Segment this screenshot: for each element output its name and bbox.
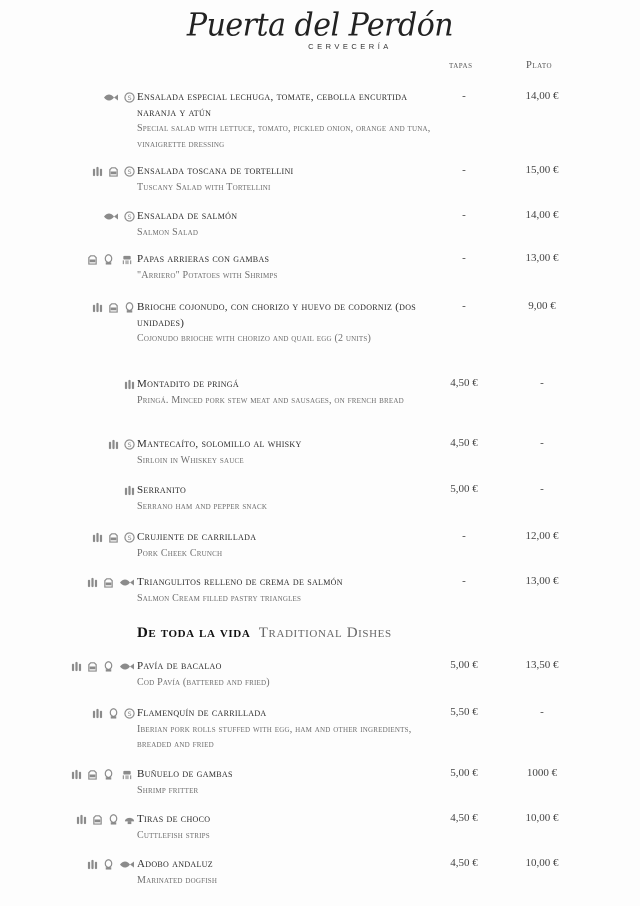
allergen-icons (92, 300, 135, 314)
gluten-icon (92, 166, 103, 177)
egg-icon (124, 302, 135, 313)
price-tapas: 5,50 € (450, 706, 478, 718)
sulphite-icon (124, 166, 135, 177)
price-plato: 13,50 € (525, 659, 559, 671)
allergen-icons (92, 530, 135, 544)
allergen-icons (76, 812, 135, 826)
item-description: Cuttlefish strips (137, 829, 210, 841)
price-plato: 13,00 € (525, 252, 559, 264)
price-tapas: - (462, 164, 466, 176)
mollusc-icon (124, 814, 135, 825)
allergen-icons (103, 209, 135, 223)
gluten-icon (108, 439, 119, 450)
allergen-icons (124, 483, 135, 497)
sulphite-icon (124, 439, 135, 450)
price-tapas: 4,50 € (450, 437, 478, 449)
sulphite-icon (124, 211, 135, 222)
egg-icon (103, 859, 114, 870)
price-tapas: - (462, 575, 466, 587)
item-name: Montadito de pringá (137, 378, 239, 390)
allergen-icons (71, 659, 135, 673)
item-name: Ensalada toscana de tortellini (137, 165, 294, 177)
sulphite-icon (124, 92, 135, 103)
crustacean-icon (119, 769, 135, 780)
item-name: Brioche cojonudo, con chorizo y huevo de codorniz (dos unidades) (137, 301, 417, 329)
price-tapas: - (462, 209, 466, 221)
item-description: Iberian pork rolls stuffed with egg, ham and other ingredients, breaded and fried (137, 723, 412, 750)
dairy-icon (108, 302, 119, 313)
dairy-icon (92, 814, 103, 825)
item-name: Adobo andaluz (137, 858, 213, 870)
price-tapas: - (462, 252, 466, 264)
fish-icon (119, 859, 135, 870)
price-plato: 14,00 € (525, 90, 559, 102)
price-tapas: - (462, 530, 466, 542)
price-tapas: 4,50 € (450, 812, 478, 824)
gluten-icon (87, 859, 98, 870)
brand-name: Puerta del Perdón (186, 7, 454, 44)
price-tapas: 5,00 € (450, 483, 478, 495)
allergen-icons (103, 90, 135, 104)
price-tapas: 5,00 € (450, 767, 478, 779)
item-description: Sirloin in Whiskey sauce (137, 454, 244, 466)
allergen-icons (92, 706, 135, 720)
gluten-icon (92, 708, 103, 719)
item-description: Special salad with lettuce, tomato, pickled onion, orange and tuna, vinaigrette dressing (137, 123, 431, 150)
item-name: Mantecaíto, solomillo al whisky (137, 438, 302, 450)
fish-icon (103, 92, 119, 103)
egg-icon (108, 814, 119, 825)
item-description: Cod Pavía (battered and fried) (137, 676, 270, 688)
svg-text:S: S (127, 167, 132, 176)
item-description: "Arriero" Potatoes with Shrimps (137, 269, 278, 281)
price-plato: 12,00 € (525, 530, 559, 542)
gluten-icon (71, 661, 82, 672)
egg-icon (103, 254, 114, 265)
price-plato: 10,00 € (525, 857, 559, 869)
price-plato: - (540, 483, 544, 495)
price-tapas: - (462, 90, 466, 102)
dairy-icon (87, 769, 98, 780)
price-tapas: 5,00 € (450, 659, 478, 671)
allergen-icons (87, 575, 135, 589)
item-description: Tuscany Salad with Tortellini (137, 181, 271, 193)
dairy-icon (87, 254, 98, 265)
price-plato: - (540, 377, 544, 389)
price-plato: 9,00 € (528, 300, 556, 312)
item-name: Buñuelo de gambas (137, 768, 233, 780)
fish-icon (103, 211, 119, 222)
fish-icon (119, 577, 135, 588)
allergen-icons (108, 437, 135, 451)
item-description: Pringá. Minced pork stew meat and sausages, on french bread (137, 394, 404, 406)
item-description: Pork Cheek Crunch (137, 547, 223, 559)
section-title-en: Traditional Dishes (258, 625, 392, 641)
svg-text:S: S (127, 93, 132, 102)
price-tapas: - (462, 300, 466, 312)
egg-icon (103, 661, 114, 672)
item-name: Ensalada de salmón (137, 210, 238, 222)
gluten-icon (71, 769, 82, 780)
price-plato: 14,00 € (525, 209, 559, 221)
price-plato: 13,00 € (525, 575, 559, 587)
price-plato: 15,00 € (525, 164, 559, 176)
allergen-icons (124, 377, 135, 391)
item-description: Marinated dogfish (137, 874, 218, 886)
price-tapas: 4,50 € (450, 857, 478, 869)
column-header-tapas: tapas (449, 60, 473, 71)
gluten-icon (92, 302, 103, 313)
gluten-icon (76, 814, 87, 825)
item-name: Triangulitos relleno de crema de salmón (137, 576, 343, 588)
dairy-icon (108, 166, 119, 177)
crustacean-icon (119, 254, 135, 265)
item-description: Cojonudo brioche with chorizo and quail egg (2 units) (137, 333, 372, 344)
gluten-icon (87, 577, 98, 588)
section-title (137, 625, 392, 642)
gluten-icon (92, 532, 103, 543)
dairy-icon (87, 661, 98, 672)
gluten-icon (124, 485, 135, 496)
svg-text:S: S (127, 709, 132, 718)
dairy-icon (103, 577, 114, 588)
item-name: Papas arrieras con gambas (137, 253, 270, 265)
dairy-icon (108, 532, 119, 543)
item-name: Crujiente de carrillada (137, 531, 257, 543)
allergen-icons (92, 164, 135, 178)
svg-text:S: S (127, 212, 132, 221)
price-plato: 1000 € (526, 767, 558, 779)
item-name: Tiras de choco (137, 813, 211, 825)
item-description: Salmon Salad (137, 226, 199, 238)
sulphite-icon (124, 532, 135, 543)
allergen-icons (71, 767, 135, 781)
fish-icon (119, 661, 135, 672)
item-name: Flamenquín de carrillada (137, 707, 267, 719)
allergen-icons (87, 252, 135, 266)
price-plato: - (540, 437, 544, 449)
column-header-plato: Plato (526, 60, 553, 71)
egg-icon (103, 769, 114, 780)
section-title-es: De toda la vida (137, 625, 251, 641)
price-plato: - (540, 706, 544, 718)
allergen-icons (87, 857, 135, 871)
svg-text:S: S (127, 533, 132, 542)
svg-text:S: S (127, 440, 132, 449)
gluten-icon (124, 379, 135, 390)
item-description: Serrano ham and pepper snack (137, 500, 268, 512)
item-name: Pavía de bacalao (137, 660, 222, 672)
egg-icon (108, 708, 119, 719)
sulphite-icon (124, 708, 135, 719)
item-name: Serranito (137, 484, 187, 496)
brand-logo (0, 8, 640, 51)
brand-subtitle: CERVECERÍA (308, 42, 392, 51)
item-description: Shrimp fritter (137, 784, 199, 796)
price-tapas: 4,50 € (450, 377, 478, 389)
price-plato: 10,00 € (525, 812, 559, 824)
item-name: Ensalada especial lechuga, tomate, cebolla encurtida naranja y atún (137, 91, 408, 119)
item-description: Salmon Cream filled pastry triangles (137, 592, 302, 604)
